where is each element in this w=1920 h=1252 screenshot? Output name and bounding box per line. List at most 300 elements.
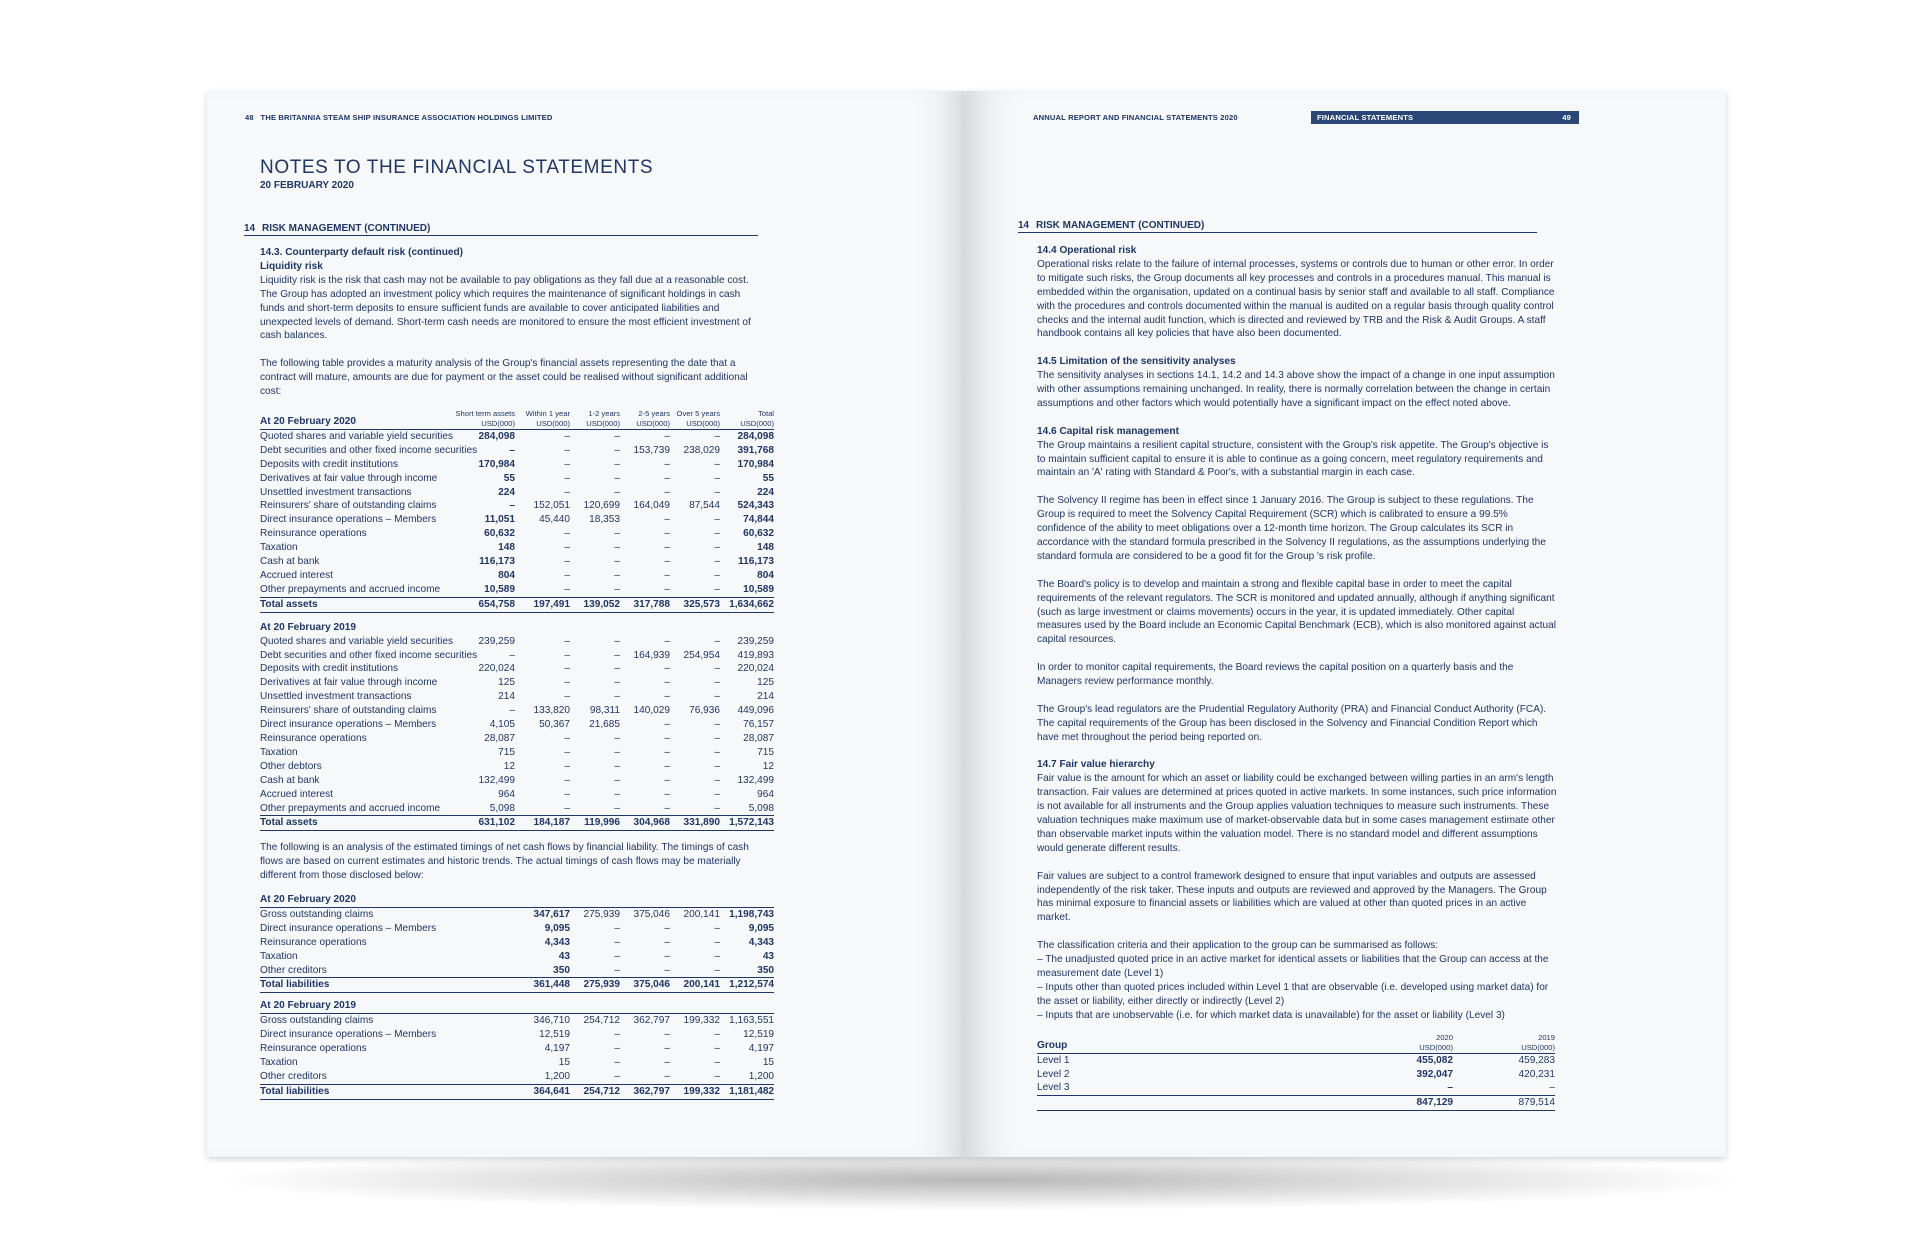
table-row bbox=[260, 635, 774, 649]
table-row bbox=[1037, 1068, 1555, 1082]
cell-value: – bbox=[714, 732, 720, 744]
cell-value: – bbox=[614, 583, 620, 595]
total-value: 139,052 bbox=[570, 597, 620, 612]
total-value: 847,129 bbox=[1385, 1096, 1453, 1111]
cell-value: – bbox=[664, 936, 670, 948]
cell-value: 350 bbox=[757, 964, 775, 976]
cell-value: – bbox=[714, 583, 720, 595]
row-label: Reinsurers' share of outstanding claims bbox=[260, 705, 437, 717]
column-unit: USD(000) bbox=[636, 418, 670, 428]
cell-value: – bbox=[564, 542, 570, 554]
cell-value: 1,163,551 bbox=[729, 1015, 775, 1027]
cell-value: – bbox=[664, 1043, 670, 1055]
cell-value: 116,173 bbox=[479, 556, 515, 568]
cell-value: – bbox=[664, 746, 670, 758]
fv-unit: USD(000) bbox=[1419, 1042, 1453, 1052]
row-label: Direct insurance operations – Members bbox=[260, 719, 437, 731]
cell-value: 254,712 bbox=[583, 1015, 620, 1027]
row-label: Quoted shares and variable yield securities bbox=[260, 430, 454, 442]
liquidity-heading: Liquidity risk bbox=[260, 260, 323, 272]
cell-value: 60,632 bbox=[484, 528, 515, 540]
company-name: THE BRITANNIA STEAM SHIP INSURANCE ASSOCIATION HOLDINGS LIMITED bbox=[260, 113, 553, 122]
table-row bbox=[260, 788, 774, 802]
column-header bbox=[670, 621, 720, 635]
table-row bbox=[260, 555, 774, 569]
total-value: 325,573 bbox=[670, 597, 720, 612]
table-row bbox=[260, 802, 774, 816]
operational-risk-text: Operational risks relate to the failure of internal processes, systems or controls due to human or other error. In order to mitigate such risks, the Group documents all key processes and controls in a procedures manual. This manual is embedded within the organisation, updated on a continual basis by senior staff and available to all staff. Compliance with the procedures and controls documented within the manual is audited on a regular basis through quality control checks and the internal audit function, which is directed and reviewed by TRB and the Risk & Audit Groups. A staff handbook contains all key policies that have also been documented. bbox=[1037, 258, 1555, 340]
cell-value: – bbox=[664, 732, 670, 744]
column-name: 2-5 years bbox=[638, 408, 670, 418]
cell-value: 284,098 bbox=[478, 430, 515, 442]
row-label bbox=[1037, 1096, 1385, 1111]
row-label: Derivatives at fair value through income bbox=[260, 677, 438, 689]
cell-value: – bbox=[614, 964, 620, 976]
cell-value: 449,096 bbox=[737, 705, 774, 717]
section-heading bbox=[1018, 220, 1537, 233]
cell-value: – bbox=[564, 444, 570, 456]
cell-value: – bbox=[714, 1029, 720, 1041]
cell-value: 140,029 bbox=[633, 705, 670, 717]
total-label: Total liabilities bbox=[260, 978, 515, 993]
cell-value: 199,332 bbox=[683, 1015, 720, 1027]
cell-value: – bbox=[714, 936, 720, 948]
cell-value: 214 bbox=[498, 691, 515, 703]
cell-value: – bbox=[564, 583, 570, 595]
cell-value: – bbox=[714, 677, 720, 689]
cell-value: 375,046 bbox=[633, 908, 670, 920]
cell-value: – bbox=[614, 922, 620, 934]
cell-value: 1,200 bbox=[544, 1070, 570, 1082]
cell-value: 1,198,743 bbox=[729, 908, 775, 920]
row-label: Reinsurers' share of outstanding claims bbox=[260, 500, 437, 512]
cell-value: – bbox=[614, 1070, 620, 1082]
capital-risk-text-4: In order to monitor capital requirements, the Board reviews the capital position on a quarterly basis and the Managers review performance monthly. bbox=[1037, 662, 1514, 688]
cell-value: – bbox=[714, 1043, 720, 1055]
row-label: Deposits with credit institutions bbox=[260, 663, 399, 675]
total-value: 375,046 bbox=[620, 978, 670, 993]
cell-value: – bbox=[1447, 1082, 1453, 1094]
capital-risk-text-2: The Solvency II regime has been in effect since 1 January 2016. The Group is subject to these regulations. The Group is required to meet the Solvency Capital Requirement (SCR) which is calibrated to ensure a 99.5% confidence of the ability to meet obligations over a 12-month time horizon. The Group calculates its SCR in accordance with the standard formula prescribed in the Solvency II regulations, as the assumptions underlying the standard formula are considered to be a good fit for the Group 's risk profile. bbox=[1037, 495, 1546, 562]
table-row bbox=[260, 1070, 774, 1084]
cell-value: – bbox=[614, 528, 620, 540]
table-row bbox=[260, 907, 774, 921]
table-row bbox=[260, 718, 774, 732]
cell-value: 152,051 bbox=[533, 500, 570, 512]
period-label: At 20 February 2020 bbox=[260, 893, 774, 907]
total-value: 879,514 bbox=[1453, 1096, 1555, 1111]
level-2-definition: – Inputs other than quoted prices included within Level 1 that are observable (i.e. developed using market data) for the asset or liability, either directly or indirectly (Level 2) bbox=[1037, 981, 1549, 1007]
cell-value: – bbox=[509, 500, 515, 512]
row-label: Debt securities and other fixed income securities bbox=[260, 444, 478, 456]
table-row bbox=[260, 429, 774, 443]
fv-col-2020: 2020 bbox=[1436, 1032, 1453, 1042]
table-row bbox=[260, 1042, 774, 1056]
total-value: 254,712 bbox=[570, 1084, 620, 1099]
table-row bbox=[260, 472, 774, 486]
total-value: 304,968 bbox=[620, 816, 670, 831]
cell-value: – bbox=[564, 430, 570, 442]
assets-maturity-table bbox=[260, 409, 774, 831]
row-label: Direct insurance operations – Members bbox=[260, 922, 437, 934]
period-row bbox=[260, 409, 774, 430]
cell-value: 10,589 bbox=[743, 583, 774, 595]
row-label: Reinsurance operations bbox=[260, 528, 367, 540]
table-row bbox=[260, 1028, 774, 1042]
section-number: 14 bbox=[244, 223, 256, 234]
cell-value: – bbox=[564, 691, 570, 703]
total-value: 1,634,662 bbox=[720, 597, 774, 612]
cell-value: 28,087 bbox=[743, 732, 774, 744]
page-subtitle: 20 FEBRUARY 2020 bbox=[260, 180, 354, 191]
cell-value: – bbox=[664, 802, 670, 814]
cell-value: – bbox=[664, 570, 670, 582]
banner-label: FINANCIAL STATEMENTS bbox=[1317, 113, 1414, 122]
row-label: Derivatives at fair value through income bbox=[260, 472, 438, 484]
cell-value: 238,029 bbox=[683, 444, 720, 456]
cell-value: – bbox=[714, 458, 720, 470]
cell-value: 9,095 bbox=[748, 922, 775, 934]
cell-value: 164,049 bbox=[633, 500, 670, 512]
row-label: Taxation bbox=[260, 1057, 298, 1069]
cell-value: – bbox=[509, 705, 515, 717]
cell-value: 239,259 bbox=[478, 635, 515, 647]
cell-value: – bbox=[614, 677, 620, 689]
column-header bbox=[720, 621, 774, 635]
cell-value: – bbox=[714, 430, 720, 442]
cell-value: 12 bbox=[762, 760, 774, 772]
cell-value: – bbox=[664, 760, 670, 772]
cell-value: – bbox=[564, 528, 570, 540]
cell-value: – bbox=[614, 570, 620, 582]
cell-value: 350 bbox=[553, 964, 570, 976]
table-row bbox=[260, 649, 774, 663]
table-row bbox=[260, 950, 774, 964]
cell-value: – bbox=[564, 788, 570, 800]
cell-value: – bbox=[564, 663, 570, 675]
row-label: Other creditors bbox=[260, 964, 327, 976]
total-value: 197,491 bbox=[515, 597, 570, 612]
column-name: Within 1 year bbox=[525, 408, 570, 418]
cell-value: – bbox=[614, 444, 620, 456]
cell-value: 120,699 bbox=[583, 500, 620, 512]
cell-value: 125 bbox=[498, 677, 515, 689]
cell-value: – bbox=[714, 542, 720, 554]
cell-value: – bbox=[714, 964, 720, 976]
row-label: Taxation bbox=[260, 542, 298, 554]
cell-value: – bbox=[714, 528, 720, 540]
column-unit: USD(000) bbox=[686, 418, 720, 428]
cell-value: – bbox=[714, 802, 720, 814]
cell-value: 239,259 bbox=[737, 635, 774, 647]
cell-value: – bbox=[564, 774, 570, 786]
cell-value: 153,739 bbox=[633, 444, 670, 456]
cell-value: 214 bbox=[757, 691, 774, 703]
section-banner bbox=[1311, 111, 1579, 124]
cell-value: 4,343 bbox=[748, 936, 775, 948]
cell-value: 98,311 bbox=[589, 705, 620, 717]
cell-value: – bbox=[714, 1070, 720, 1082]
cell-value: – bbox=[614, 1043, 620, 1055]
row-label: Debt securities and other fixed income securities bbox=[260, 649, 478, 661]
column-name: 1-2 years bbox=[588, 408, 620, 418]
table-row bbox=[260, 964, 774, 978]
row-label: Accrued interest bbox=[260, 570, 333, 582]
cell-value: – bbox=[564, 486, 570, 498]
cell-value: 170,984 bbox=[737, 458, 774, 470]
cell-value: – bbox=[614, 691, 620, 703]
sensitivity-text: The sensitivity analyses in sections 14.1, 14.2 and 14.3 above show the impact of a change in one input assumption with other assumptions remaining unchanged. In reality, there is normally correlation between the change in certain assumptions and other factors which would potentially have a significant impact on the effect noted above. bbox=[1037, 370, 1555, 409]
cell-value: 55 bbox=[503, 472, 515, 484]
cell-value: 220,024 bbox=[478, 663, 515, 675]
table-row bbox=[260, 662, 774, 676]
cell-value: 15 bbox=[762, 1057, 775, 1069]
section-title: RISK MANAGEMENT (CONTINUED) bbox=[1036, 220, 1205, 231]
cell-value: – bbox=[664, 774, 670, 786]
cell-value: 43 bbox=[762, 950, 775, 962]
table-row bbox=[260, 1056, 774, 1070]
capital-risk-text-3: The Board's policy is to develop and maintain a strong and flexible capital base in order to meet the capital requirements of the relevant regulators. The SCR is monitored and updated annually, although if anything significant (such as large investment or claims movements) occurs in the year, it is updated immediately. Other capital measures used by the Board include an Economic Capital Benchmark (ECB), which is also monitored against actual capital resources. bbox=[1037, 578, 1556, 646]
cell-value: – bbox=[614, 774, 620, 786]
cell-value: 132,499 bbox=[737, 774, 774, 786]
right-page bbox=[966, 91, 1726, 1157]
total-row bbox=[1037, 1096, 1555, 1111]
table-row bbox=[260, 704, 774, 718]
fair-value-text-3: The classification criteria and their application to the group can be summarised as follows: bbox=[1037, 940, 1439, 952]
cell-value: – bbox=[664, 528, 670, 540]
column-unit: USD(000) bbox=[740, 418, 774, 428]
cell-value: 76,157 bbox=[743, 719, 774, 731]
cell-value: – bbox=[664, 542, 670, 554]
cell-value: – bbox=[714, 1057, 720, 1069]
cell-value: 12,519 bbox=[539, 1029, 570, 1041]
row-label: Quoted shares and variable yield securities bbox=[260, 635, 454, 647]
table-row bbox=[260, 676, 774, 690]
cell-value: – bbox=[664, 556, 670, 568]
cell-value: – bbox=[664, 583, 670, 595]
cell-value: – bbox=[664, 691, 670, 703]
total-row bbox=[260, 597, 774, 612]
table-row bbox=[260, 569, 774, 583]
cell-value: 284,098 bbox=[737, 430, 774, 442]
capital-risk-text-5: The Group's lead regulators are the Prudential Regulatory Authority (PRA) and Financial Conduct Authority (FCA). The capital requirements of the Group has been disclosed in the Solvency and Financial Condition Report which have met throughout the period being reported on. bbox=[1037, 703, 1547, 743]
fair-value-table bbox=[1037, 1033, 1555, 1112]
cell-value: 50,367 bbox=[539, 719, 570, 731]
cell-value: – bbox=[564, 472, 570, 484]
table-row bbox=[260, 760, 774, 774]
cell-value: 964 bbox=[757, 788, 774, 800]
cell-value: 116,173 bbox=[738, 556, 774, 568]
cell-value: – bbox=[614, 760, 620, 772]
row-label: Reinsurance operations bbox=[260, 732, 367, 744]
period-label: At 20 February 2019 bbox=[260, 621, 356, 633]
cell-value: – bbox=[664, 458, 670, 470]
cell-value: – bbox=[614, 936, 620, 948]
table-row bbox=[260, 690, 774, 704]
row-label: Cash at bank bbox=[260, 774, 320, 786]
row-label: Cash at bank bbox=[260, 556, 320, 568]
row-label: Direct insurance operations – Members bbox=[260, 1029, 437, 1041]
total-value: 199,332 bbox=[670, 1084, 720, 1099]
page-title: NOTES TO THE FINANCIAL STATEMENTS bbox=[260, 157, 654, 178]
cell-value: 43 bbox=[558, 950, 570, 962]
table-row bbox=[260, 513, 774, 527]
cell-value: – bbox=[564, 677, 570, 689]
right-content bbox=[1037, 244, 1557, 1111]
total-value: 631,102 bbox=[455, 816, 515, 831]
row-label: Unsettled investment transactions bbox=[260, 486, 412, 498]
cell-value: 804 bbox=[498, 570, 515, 582]
page-number: 49 bbox=[1562, 113, 1571, 122]
row-label: Taxation bbox=[260, 746, 298, 758]
cell-value: 419,893 bbox=[737, 649, 774, 661]
total-value: 654,758 bbox=[455, 597, 515, 612]
column-header bbox=[455, 409, 515, 430]
cell-value: – bbox=[664, 663, 670, 675]
cell-value: 87,544 bbox=[689, 500, 720, 512]
cell-value: – bbox=[614, 1057, 620, 1069]
cell-value: – bbox=[664, 964, 670, 976]
cell-value: 148 bbox=[757, 542, 774, 554]
cell-value: – bbox=[564, 760, 570, 772]
operational-risk-heading: 14.4 Operational risk bbox=[1037, 245, 1137, 256]
cell-value: – bbox=[664, 486, 670, 498]
cell-value: – bbox=[714, 472, 720, 484]
table-row bbox=[260, 746, 774, 760]
liabilities-intro: The following is an analysis of the estimated timings of net cash flows by financial liability. The timings of cash flows are based on current estimates and historic trends. The actual timings of cash flows may be materially different from those disclosed below: bbox=[260, 842, 749, 882]
cell-value: 10,589 bbox=[484, 583, 515, 595]
cell-value: – bbox=[714, 514, 720, 526]
row-label: Accrued interest bbox=[260, 788, 333, 800]
row-label: Unsettled investment transactions bbox=[260, 691, 412, 703]
cell-value: 392,047 bbox=[1416, 1068, 1453, 1080]
table-row bbox=[260, 732, 774, 746]
column-name: Total bbox=[757, 408, 774, 418]
cell-value: – bbox=[664, 514, 670, 526]
column-name: Over 5 years bbox=[676, 408, 720, 418]
subsection-heading: 14.3. Counterparty default risk (continued) bbox=[260, 247, 464, 258]
cell-value: – bbox=[664, 677, 670, 689]
fv-col-2019: 2019 bbox=[1538, 1032, 1555, 1042]
cell-value: – bbox=[564, 732, 570, 744]
fair-value-text-2: Fair values are subject to a control framework designed to ensure that input variables and outputs are assessed independently of the risk taker. These inputs and outputs are reviewed and approved by the Managers. The Group has minimal exposure to financial assets or liabilities which are valued at other than quoted prices in an active market. bbox=[1037, 870, 1547, 924]
total-value: 1,572,143 bbox=[720, 816, 774, 831]
cell-value: – bbox=[664, 950, 670, 962]
column-header bbox=[515, 409, 570, 430]
cell-value: – bbox=[714, 788, 720, 800]
cell-value: – bbox=[714, 746, 720, 758]
table-row bbox=[260, 583, 774, 597]
table-row bbox=[260, 774, 774, 788]
table-row bbox=[260, 541, 774, 555]
cell-value: 12,519 bbox=[743, 1029, 775, 1041]
column-unit: USD(000) bbox=[481, 418, 515, 428]
cell-value: 420,231 bbox=[1518, 1068, 1555, 1080]
cell-value: – bbox=[614, 649, 620, 661]
total-row bbox=[260, 1084, 774, 1099]
period-row bbox=[260, 893, 774, 907]
cell-value: 346,710 bbox=[533, 1015, 570, 1027]
cell-value: – bbox=[714, 663, 720, 675]
cell-value: – bbox=[614, 1029, 620, 1041]
row-label: Other debtors bbox=[260, 760, 322, 772]
cell-value: – bbox=[714, 922, 720, 934]
total-row bbox=[260, 816, 774, 831]
column-header bbox=[570, 409, 620, 430]
cell-value: – bbox=[664, 472, 670, 484]
cell-value: 170,984 bbox=[478, 458, 515, 470]
total-value: 119,996 bbox=[570, 816, 620, 831]
cell-value: – bbox=[714, 556, 720, 568]
total-value: 1,212,574 bbox=[720, 978, 774, 993]
cell-value: – bbox=[664, 1029, 670, 1041]
total-value: 362,797 bbox=[620, 1084, 670, 1099]
book-shadow bbox=[226, 1150, 1736, 1210]
left-page bbox=[207, 91, 966, 1157]
cell-value: – bbox=[564, 802, 570, 814]
column-header bbox=[455, 621, 515, 635]
period-row bbox=[260, 999, 774, 1013]
cell-value: 362,797 bbox=[633, 1015, 670, 1027]
column-header bbox=[670, 409, 720, 430]
cell-value: – bbox=[664, 788, 670, 800]
total-value: 364,641 bbox=[515, 1084, 570, 1099]
sensitivity-heading: 14.5 Limitation of the sensitivity analyses bbox=[1037, 356, 1236, 368]
cell-value: 804 bbox=[757, 570, 774, 582]
section-title: RISK MANAGEMENT (CONTINUED) bbox=[262, 223, 431, 234]
cell-value: – bbox=[564, 649, 570, 661]
cell-value: – bbox=[564, 570, 570, 582]
cell-value: – bbox=[564, 556, 570, 568]
cell-value: – bbox=[614, 486, 620, 498]
cell-value: – bbox=[614, 556, 620, 568]
column-header bbox=[570, 621, 620, 635]
cell-value: – bbox=[564, 635, 570, 647]
row-label: Other creditors bbox=[260, 1070, 327, 1082]
cell-value: – bbox=[714, 774, 720, 786]
row-label: Direct insurance operations – Members bbox=[260, 514, 437, 526]
liquidity-paragraph: Liquidity risk is the risk that cash may not be available to pay obligations as they fall due at a reasonable cost. The Group has adopted an investment policy which requires the maintenance of significant holdings in cash funds and short-term deposits to ensure sufficient funds are available to cover anticipated liabilities and unexpected levels of demand. Short-term cash needs are monitored to ensure the most efficient investment of cash balances. bbox=[260, 274, 751, 342]
cell-value: – bbox=[509, 444, 515, 456]
total-label: Total assets bbox=[260, 816, 455, 831]
cell-value: – bbox=[714, 486, 720, 498]
table-row bbox=[260, 922, 774, 936]
row-label: Taxation bbox=[260, 950, 298, 962]
cell-value: – bbox=[614, 458, 620, 470]
cell-value: – bbox=[714, 691, 720, 703]
cell-value: 74,844 bbox=[743, 514, 774, 526]
cell-value: 76,936 bbox=[689, 705, 720, 717]
row-label: Gross outstanding claims bbox=[260, 908, 374, 920]
cell-value: 4,105 bbox=[489, 719, 515, 731]
cell-value: 455,082 bbox=[1416, 1054, 1453, 1066]
column-unit: USD(000) bbox=[536, 418, 570, 428]
left-content bbox=[260, 246, 775, 1100]
cell-value: 275,939 bbox=[583, 908, 620, 920]
cell-value: 391,768 bbox=[737, 444, 774, 456]
section-heading bbox=[244, 223, 758, 236]
cell-value: – bbox=[564, 458, 570, 470]
total-label: Total liabilities bbox=[260, 1084, 515, 1099]
cell-value: 9,095 bbox=[544, 922, 570, 934]
cell-value: 11,051 bbox=[484, 514, 515, 526]
cell-value: 715 bbox=[757, 746, 774, 758]
row-label: Other prepayments and accrued income bbox=[260, 802, 441, 814]
cell-value: 133,820 bbox=[533, 705, 570, 717]
cell-value: – bbox=[614, 430, 620, 442]
cell-value: – bbox=[664, 922, 670, 934]
cell-value: – bbox=[614, 788, 620, 800]
